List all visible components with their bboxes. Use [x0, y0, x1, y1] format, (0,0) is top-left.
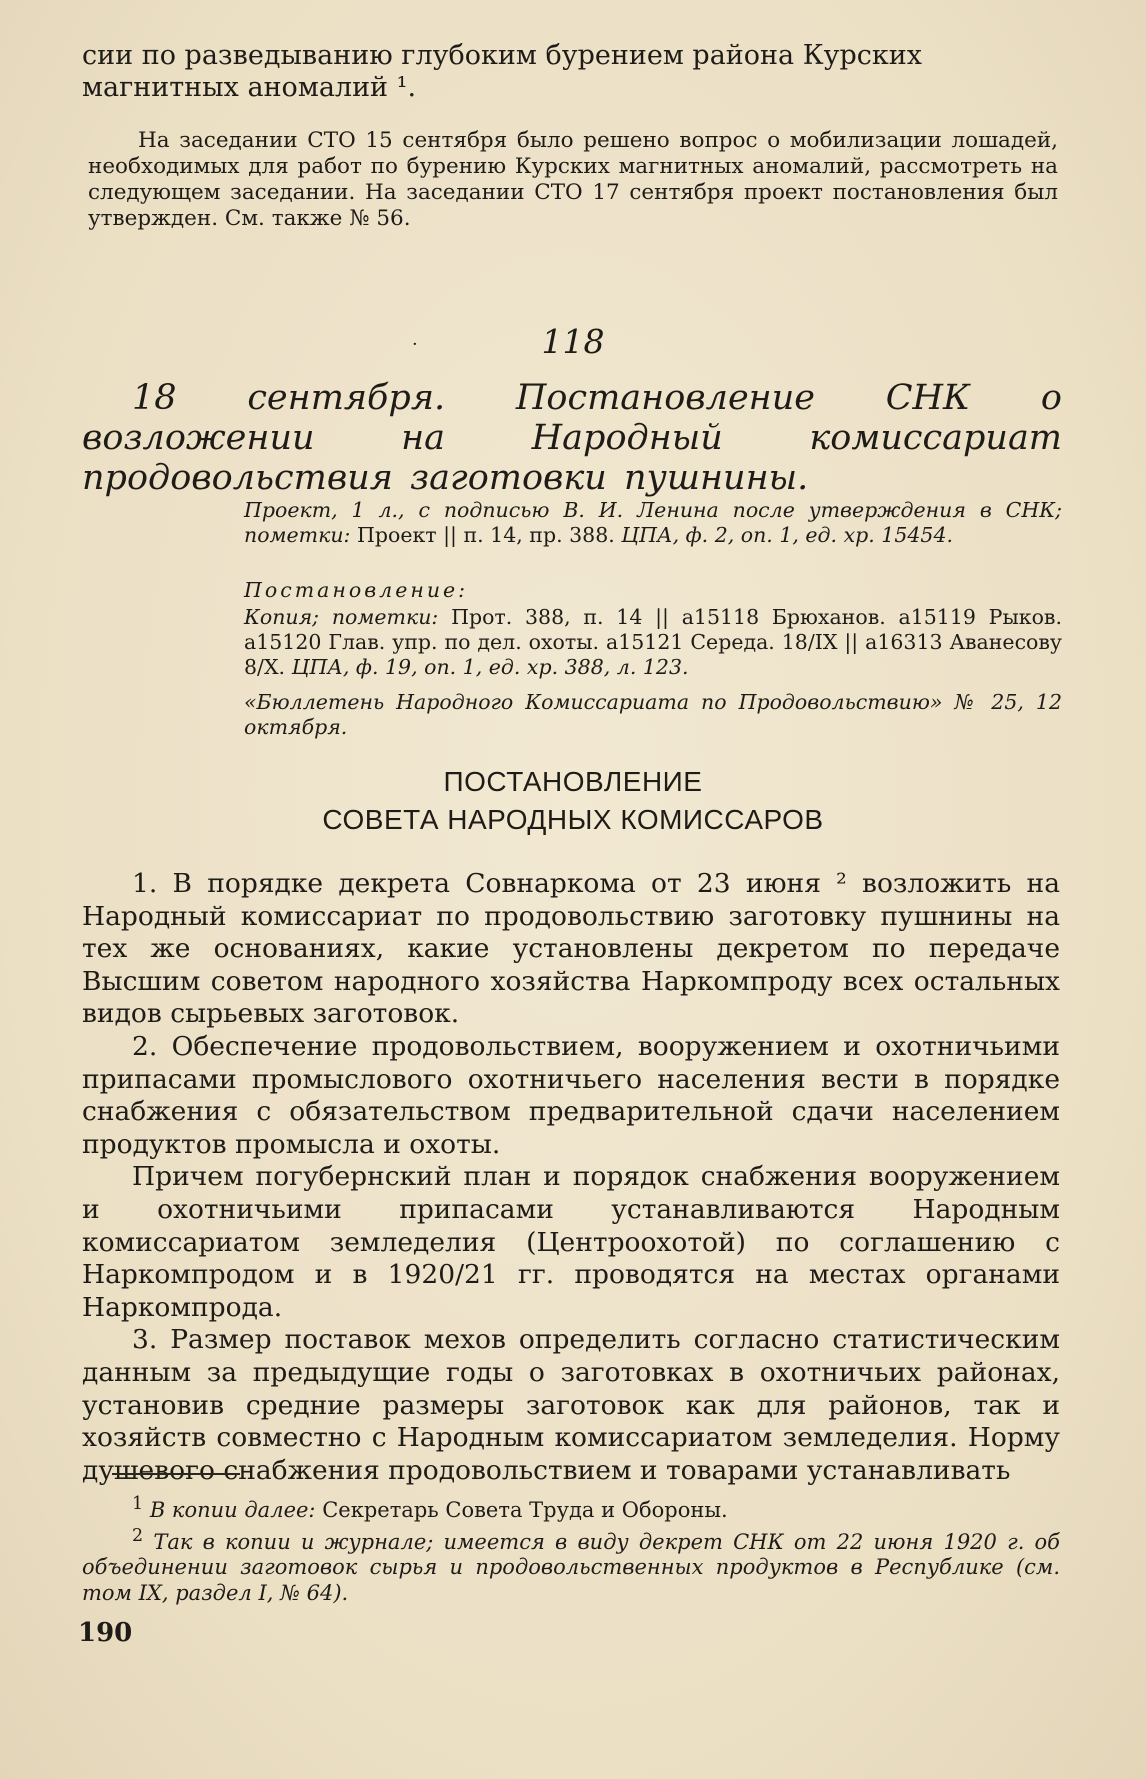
bulletin-text: «Бюллетень Народного Комиссариата по Продовольствию» № 25, 12 октября. [244, 690, 1062, 739]
source-copy [244, 605, 1062, 680]
paragraph: 2. Обеспечение продовольствием, вооружением и охотничьими припасами промыслового охотничьего населения вести в порядке снабжения с обязательством предварительной сдачи населением продуктов промысла и охоты. [82, 1030, 1060, 1160]
footnote-2-text: Так в копии и журнале; имеется в виду декрет СНК от 22 июня 1920 г. об объединении заготовок сырья и продовольственных продуктов в Республике (см. том IX, раздел I, № 64). [82, 1529, 1060, 1605]
resolution-heading-line2: СОВЕТА НАРОДНЫХ КОМИССАРОВ [322, 804, 824, 835]
continuation-text: сии по разведыванию глубоким бурением района Курских магнитных аномалий ¹. [82, 40, 923, 103]
footnotes [82, 1492, 1060, 1606]
footnote-divider [112, 1473, 240, 1475]
source-bulletin [244, 690, 1062, 740]
copy-label: Копия; пометки: [244, 605, 439, 629]
document-number-text: 118 [541, 322, 605, 361]
footnote-2 [82, 1524, 1060, 1607]
document-title: 18 сентября. Постановление СНК о возложении на Народный комиссариат продовольствия заготовки пушнины. [82, 378, 1062, 498]
draft-marks: Проект || п. 14, пр. 388. [357, 523, 615, 547]
footnote-1-marker: 1 [132, 1494, 144, 1514]
editorial-note: На заседании СТО 15 сентября было решено вопрос о мобилизации лошадей, необходимых для работ по бурению Курских магнитных аномалий, рассмотреть на следующем заседании. На заседании СТО 17 сентября проект постановления был утвержден. См. также № 56. [88, 128, 1058, 231]
paragraph: 3. Размер поставок мехов определить согласно статистическим данным за предыдущие годы о заготовках в охотничьих районах, установив средние размеры заготовок как для районов, так и хозяйств совместно с Народным комиссариатом земледелия. Норму душевого снабжения продовольствием и товарами устанавливать [82, 1324, 1060, 1486]
footnote-2-marker: 2 [132, 1525, 144, 1546]
paragraph: Причем погубернский план и порядок снабжения вооружением и охотничьими припасами устанавливаются Народным комиссариатом земледелия (Центроохотой) по соглашению с Наркомпродом и в 1920/21 гг. проводятся на местах органами Наркомпрода. [82, 1161, 1060, 1323]
draft-archive: ЦПА, ф. 2, оп. 1, ед. хр. 15454. [621, 523, 954, 547]
source-draft [244, 498, 1062, 548]
copy-marks: Прот. 388, п. 14 || а15118 Брюханов. а15119 Рыков. а15120 Глав. упр. по дел. охоты. а15121 Середа. 18/IX || а16313 Аванесову 8/X. [244, 605, 1062, 679]
footnote-1-text: Секретарь Совета Труда и Обороны. [322, 1498, 728, 1522]
page-number: 190 [78, 1618, 133, 1648]
paragraph: 1. В порядке декрета Совнаркома от 23 июня ² возложить на Народный комиссариат по продовольствию заготовку пушнины на тех же основаниях, какие установлены декретом по передаче Высшим советом народного хозяйства Наркомпроду всех остальных видов сырьевых заготовок. [82, 868, 1060, 1030]
document-number [0, 322, 1146, 361]
dot-mark: · [412, 334, 418, 355]
copy-archive: ЦПА, ф. 19, оп. 1, ед. хр. 388, л. 123. [291, 655, 689, 679]
source-resolution-label: Постановление: [244, 578, 469, 602]
resolution-heading-line1: ПОСТАНОВЛЕНИЕ [443, 766, 703, 797]
footnote-1 [82, 1492, 1060, 1524]
resolution-body [82, 868, 1060, 1487]
draft-label: Проект, 1 л., с подписью В. И. Ленина после утверждения в СНК; пометки: [244, 498, 1062, 547]
footnote-1-label: В копии далее: [149, 1498, 316, 1522]
